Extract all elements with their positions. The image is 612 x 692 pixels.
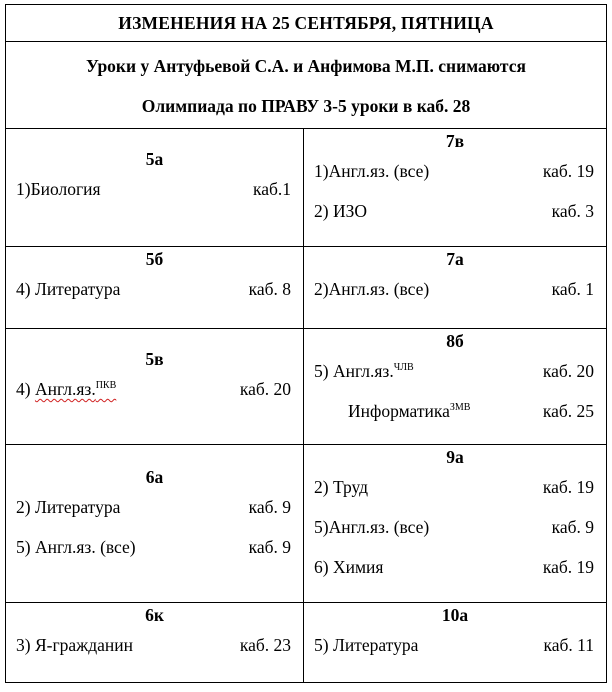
teacher-code: ЧЛВ [393,362,414,374]
lesson-room: каб. 9 [248,537,291,557]
lesson-line [304,151,606,191]
lesson-subject-wrap [314,351,414,391]
lesson-line [6,527,303,567]
teacher-code: ЗМВ [449,402,471,414]
lesson-line [304,467,606,507]
lesson-room: каб. 23 [239,635,291,655]
lesson-room: каб. 19 [542,557,594,577]
lesson-line [304,269,606,309]
lesson-subject-text: Англ.яз. [34,379,96,399]
lesson-subject: 1)Биология [16,179,101,199]
class-name: 6а [145,467,164,487]
lesson-number: 4) [16,379,35,399]
lesson-line [6,269,303,309]
class-name: 9а [446,447,464,467]
lesson-subject: 5) Литература [314,635,419,655]
notice-olympiad: Олимпиада по ПРАВУ 3-5 уроки в каб. 28 [141,96,471,116]
lesson-line [6,487,303,527]
class-name: 10а [441,605,469,625]
notice-teachers: Уроки у Антуфьевой С.А. и Анфимова М.П. снимаются [86,56,526,76]
lesson-room: каб. 1 [551,279,594,299]
class-name: 5а [145,149,164,169]
class-cell-8b [304,329,607,445]
class-name: 5в [145,349,164,369]
class-cell-9a [304,445,607,603]
class-cell-6a [6,445,304,603]
lesson-subject-wrap [314,391,470,431]
lesson-subject: 2)Англ.яз. (все) [314,279,430,299]
lesson-room: каб. 11 [543,635,594,655]
lesson-subject-wrap [16,369,116,409]
lesson-subject: Информатика [348,401,450,421]
class-name: 8б [446,331,464,351]
lesson-line [6,625,303,665]
lesson-room: каб. 19 [542,477,594,497]
lesson-line [304,191,606,231]
lesson-room: каб. 9 [248,497,291,517]
class-cell-6k [6,603,304,683]
class-name: 6к [145,605,164,625]
class-cell-7a [304,247,607,329]
lesson-room: каб. 20 [239,379,291,399]
lesson-room: каб. 20 [542,361,594,381]
notices-block [6,42,607,129]
class-cell-7v [304,129,607,247]
lesson-line [304,507,606,547]
lesson-subject: 1)Англ.яз. (все) [314,161,430,181]
lesson-subject: 2) ИЗО [314,201,367,221]
class-cell-10a [304,603,607,683]
lesson-subject: 5) Англ.яз. [314,361,394,381]
class-name: 7в [445,131,465,151]
lesson-line [304,351,606,391]
lesson-room: каб. 9 [551,517,594,537]
lesson-subject: 6) Химия [314,557,384,577]
class-name: 7а [446,249,464,269]
lesson-room: каб. 19 [542,161,594,181]
lesson-line [6,369,303,409]
lesson-room: каб. 8 [248,279,291,299]
lesson-subject: 5) Англ.яз. (все) [16,537,136,557]
lesson-subject: 5)Англ.яз. (все) [314,517,430,537]
lesson-room: каб. 3 [551,201,594,221]
teacher-code: ПКВ [95,380,117,392]
class-cell-5v [6,329,304,445]
lesson-line [304,547,606,587]
lesson-subject: 2) Литература [16,497,121,517]
class-name: 5б [145,249,164,269]
lesson-line [304,625,606,665]
page-title: ИЗМЕНЕНИЯ НА 25 СЕНТЯБРЯ, ПЯТНИЦА [6,5,607,42]
lesson-subject [35,379,116,399]
lesson-line [6,169,303,209]
lesson-room: каб. 25 [542,401,594,421]
class-cell-5a [6,129,304,247]
lesson-subject: 2) Труд [314,477,369,497]
lesson-line [304,391,606,431]
schedule-table [5,4,607,683]
class-cell-5b [6,247,304,329]
lesson-room: каб.1 [252,179,291,199]
lesson-subject: 3) Я-гражданин [16,635,134,655]
lesson-subject: 4) Литература [16,279,121,299]
